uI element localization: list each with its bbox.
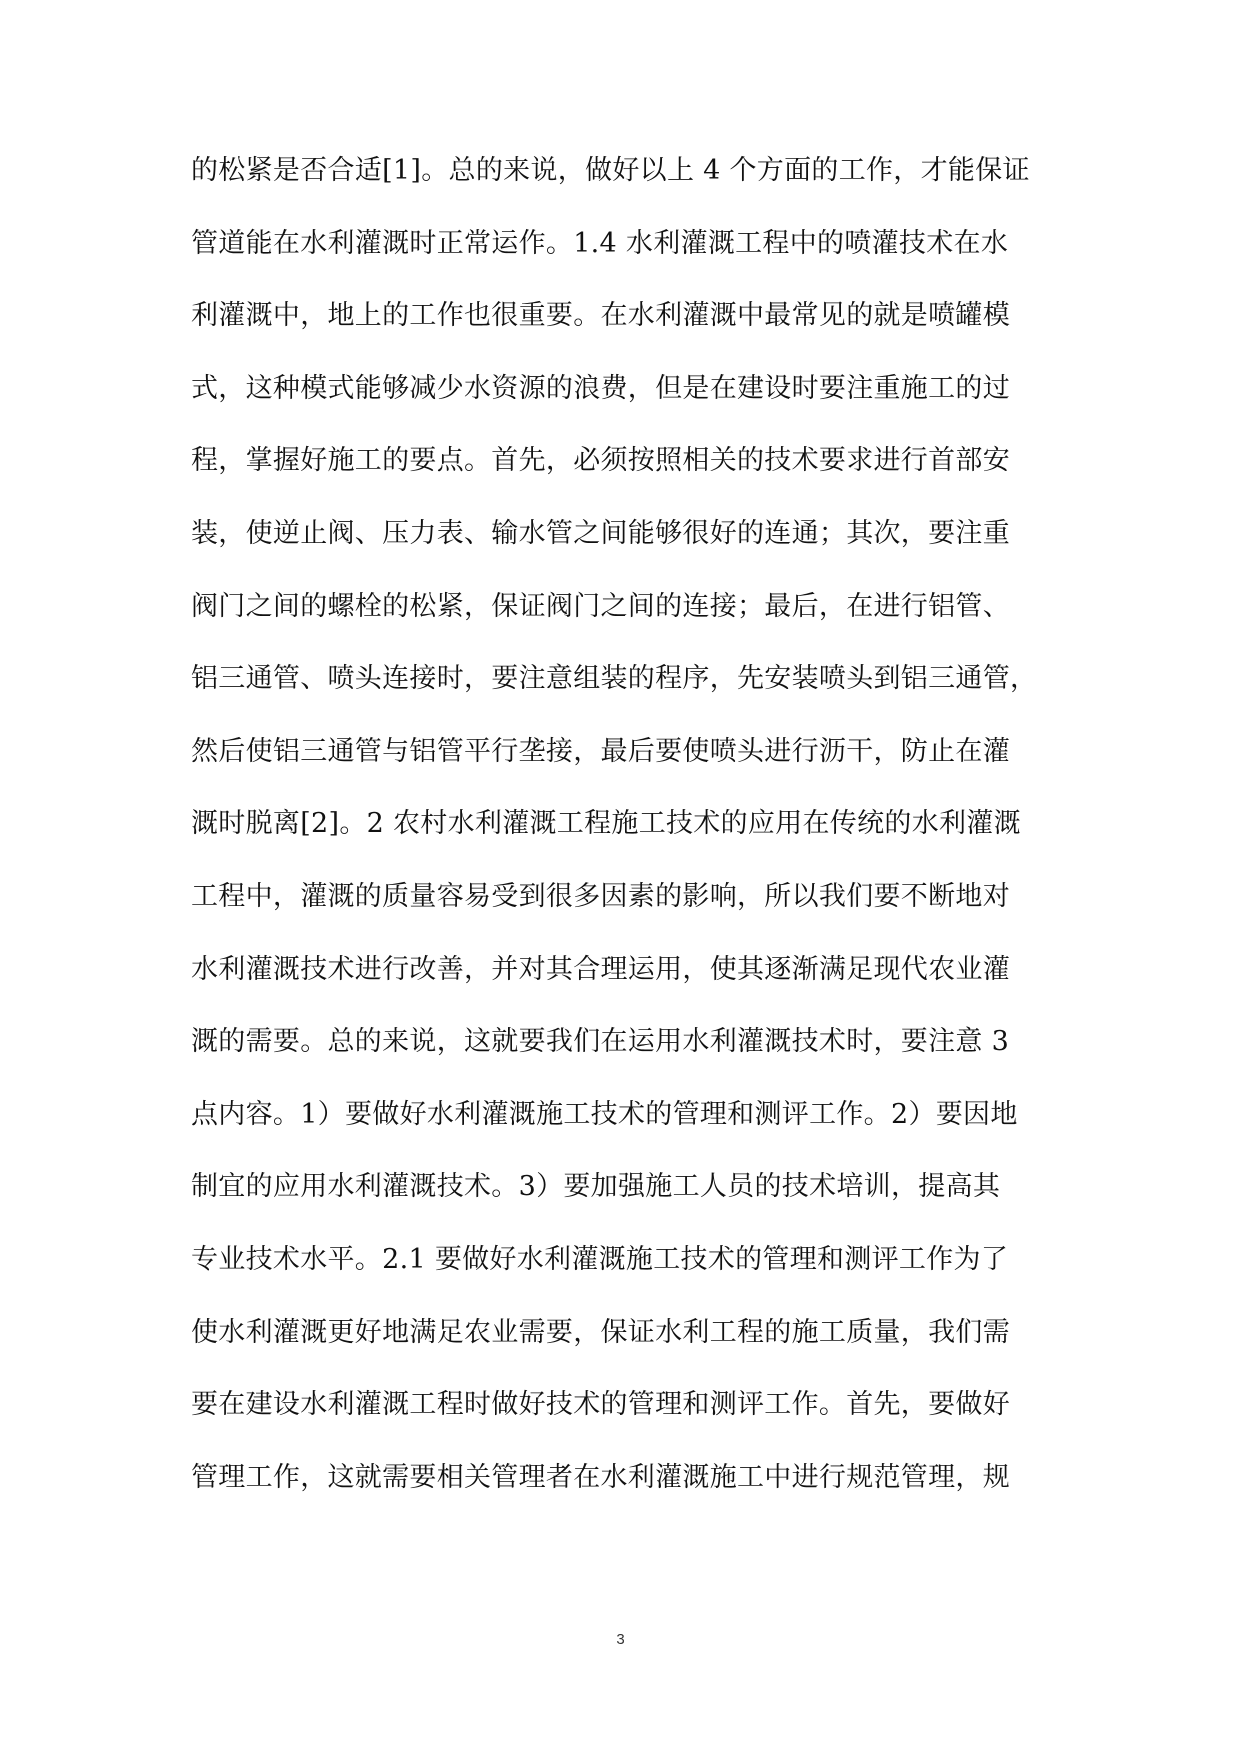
text-line: 式，这种模式能够减少水资源的浪费，但是在建设时要注重施工的过 [191, 372, 1010, 404]
body-text [191, 135, 1071, 1514]
text-line: 阀门之间的螺栓的松紧，保证阀门之间的连接；最后，在进行铝管、 [191, 590, 1010, 622]
text-line: 铝三通管、喷头连接时，要注意组装的程序，先安装喷头到铝三通管， [191, 663, 1038, 695]
text-line: 要在建设水利灌溉工程时做好技术的管理和测评工作。首先，要做好 [191, 1389, 1010, 1421]
text-line: 管道能在水利灌溉时正常运作。1.4 水利灌溉工程中的喷灌技术在水 [191, 227, 1009, 259]
text-line: 的松紧是否合适[1]。总的来说，做好以上 4 个方面的工作，才能保证 [191, 155, 1030, 186]
text-line: 溉时脱离[2]。2 农村水利灌溉工程施工技术的应用在传统的水利灌溉 [191, 808, 1021, 840]
text-line: 装，使逆止阀、压力表、输水管之间能够很好的连通；其次，要注重 [191, 517, 1010, 549]
text-line: 程，掌握好施工的要点。首先，必须按照相关的技术要求进行首部安 [191, 445, 1010, 477]
text-line: 溉的需要。总的来说，这就要我们在运用水利灌溉技术时，要注意 3 [191, 1026, 1010, 1058]
text-line: 管理工作，这就需要相关管理者在水利灌溉施工中进行规范管理，规 [191, 1461, 1010, 1493]
text-line: 利灌溉中，地上的工作也很重要。在水利灌溉中最常见的就是喷罐模 [191, 300, 1010, 332]
text-line: 水利灌溉技术进行改善，并对其合理运用，使其逐渐满足现代农业灌 [191, 953, 1010, 985]
text-line: 点内容。1）要做好水利灌溉施工技术的管理和测评工作。2）要因地 [191, 1098, 1018, 1130]
page-number: 3 [616, 1631, 625, 1648]
text-line: 然后使铝三通管与铝管平行垄接，最后要使喷头进行沥干，防止在灌 [191, 735, 1010, 767]
text-line: 工程中，灌溉的质量容易受到很多因素的影响，所以我们要不断地对 [191, 880, 1010, 912]
text-line: 专业技术水平。2.1 要做好水利灌溉施工技术的管理和测评工作为了 [191, 1243, 1009, 1275]
text-line: 制宜的应用水利灌溉技术。3）要加强施工人员的技术培训，提高其 [191, 1171, 1001, 1203]
text-line: 使水利灌溉更好地满足农业需要，保证水利工程的施工质量，我们需 [191, 1316, 1010, 1348]
